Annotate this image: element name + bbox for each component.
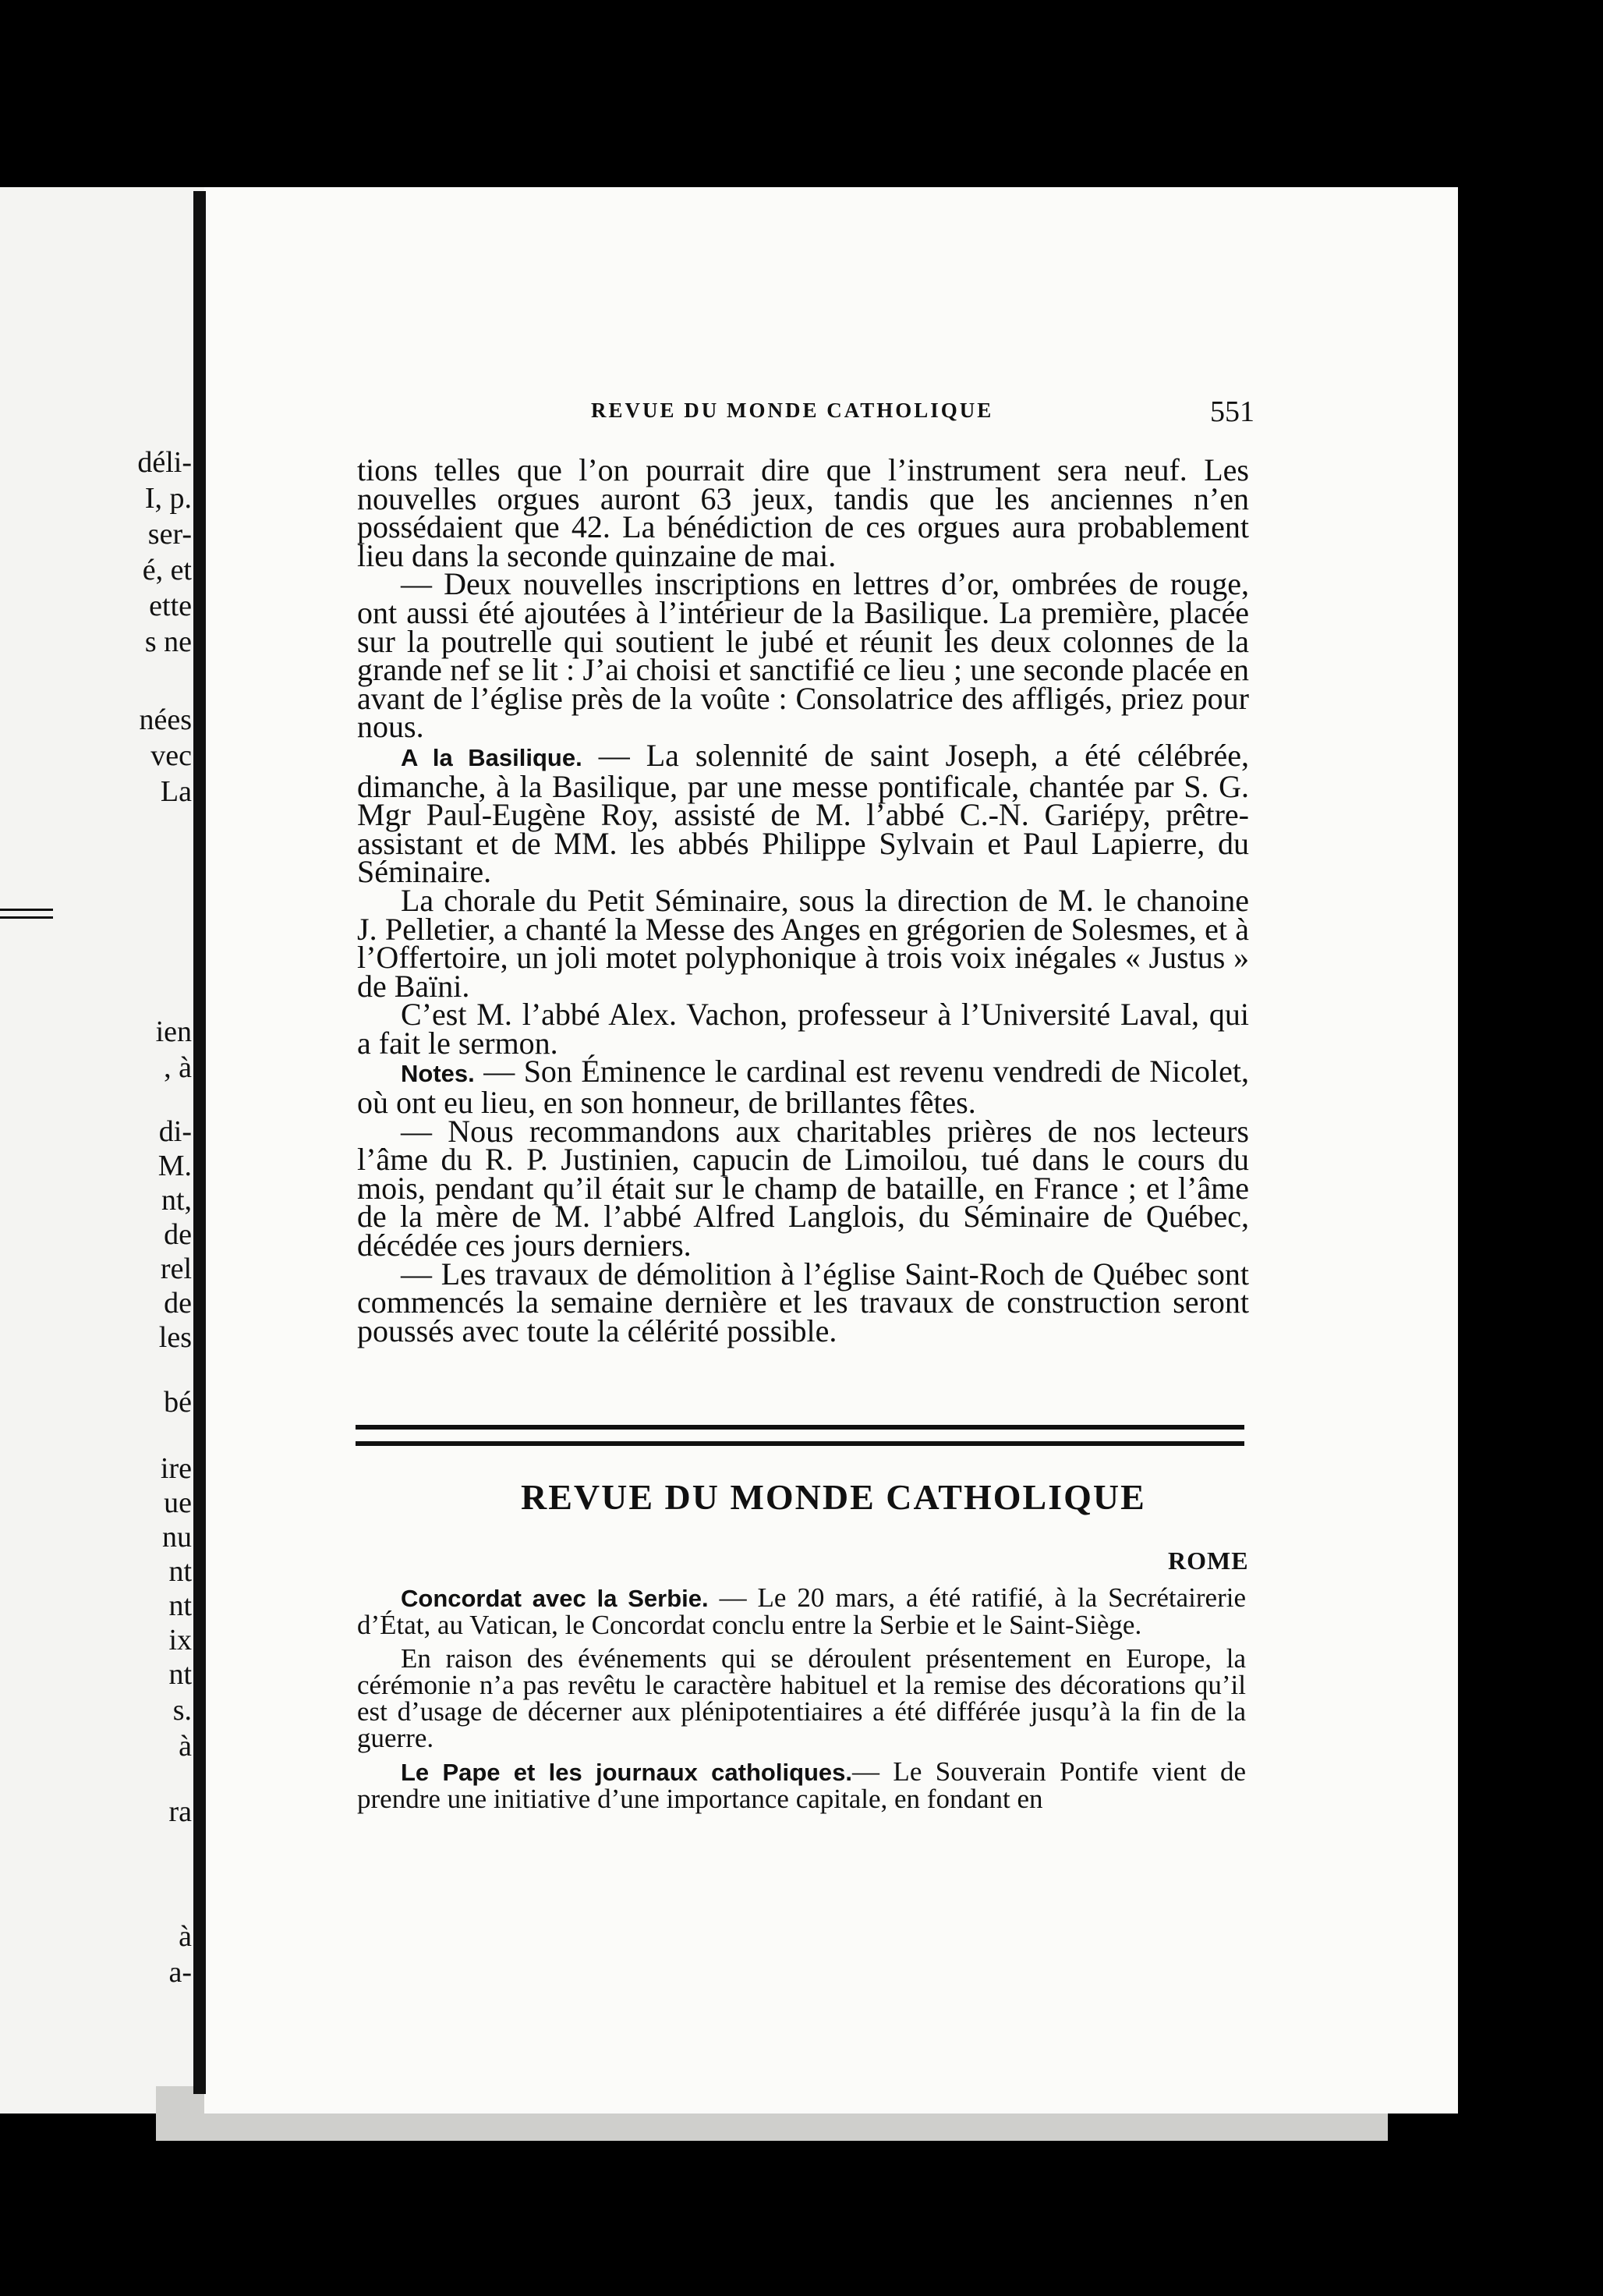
left-fragment: ette	[149, 590, 192, 622]
left-fragment: les	[158, 1321, 192, 1354]
paragraph	[357, 1756, 1246, 1815]
left-fragment: vec	[150, 739, 192, 772]
left-fragment: ien	[155, 1015, 192, 1048]
paragraph	[357, 1054, 1249, 1121]
left-fragment: M.	[157, 1150, 192, 1182]
paragraph: — Deux nouvelles inscriptions en lettres d’or, ombrées de rouge, ont aussi été ajoutées à l’intérieur de la Basilique. La première, placée sur la poutrelle qui soutient le jubé et réunit les deux colonnes de la grande nef se lit : J’ai choisi et sanctifié ce lieu ; une seconde placée en avant de l’église près de la voûte : Consolatrice des affligés, priez pour nous.	[357, 566, 1249, 745]
left-fragment: de	[164, 1287, 192, 1320]
left-fragment: ser-	[147, 518, 192, 551]
left-rule	[0, 916, 53, 919]
paragraph: C’est M. l’abbé Alex. Vachon, professeur à l’Université Laval, qui a fait le sermon.	[357, 997, 1249, 1061]
left-fragment: nt	[168, 1658, 192, 1691]
left-fragment: ue	[164, 1486, 192, 1519]
paragraph-text: — Le 20 mars, a été ratifié, à la Secrétairerie d’État, au Vatican, le Concordat conclu entre la Serbie et le Saint-Siège.	[357, 1582, 1246, 1641]
paragraph-text: — La solennité de saint Joseph, a été célébrée, dimanche, à la Basilique, par une messe pontificale, chantée par S. G. Mgr Paul-Eugène Roy, assisté de M. l’abbé C.-N. Gariépy, prêtre-assistant et de MM. les abbés Philippe Sylvain et Paul Lapierre, du Séminaire.	[357, 737, 1249, 890]
paragraph: En raison des événements qui se déroulent présentement en Europe, la cérémonie n’a pas revêtu le caractère habituel et la remise des décorations qu’il est d’usage de décerner aux plénipotentiaires a été différée jusqu’à la fin de la guerre.	[357, 1642, 1246, 1754]
rubric-heading: A la Basilique.	[401, 743, 582, 771]
paragraph	[357, 737, 1249, 890]
left-fragment: s ne	[144, 625, 192, 658]
left-fragment: bé	[164, 1386, 192, 1419]
left-fragment: La	[160, 775, 192, 808]
section-rule	[356, 1425, 1244, 1430]
left-fragment: nt	[168, 1589, 192, 1622]
page-number: 551	[1210, 395, 1254, 428]
left-fragment: nées	[139, 703, 192, 736]
subsection-title: ROME	[1168, 1547, 1249, 1575]
paragraph	[357, 1582, 1246, 1641]
left-fragment: ra	[168, 1795, 192, 1828]
left-fragment: ix	[168, 1624, 192, 1656]
left-fragment: rel	[160, 1253, 192, 1285]
paragraph: tions telles que l’on pourrait dire que l’instrument sera neuf. Les nouvelles orgues auront 63 jeux, tandis que les anciennes n’en possédaient que 42. La bénédiction de ces orgues aura probablement lieu dans la seconde quinzaine de mai.	[357, 452, 1249, 573]
paragraph-text: — Son Éminence le cardinal est revenu vendredi de Nicolet, où ont eu lieu, en son honneur, de brillantes fêtes.	[357, 1054, 1249, 1121]
left-fragment: à	[179, 1730, 192, 1763]
left-fragment: I, p.	[144, 482, 192, 515]
paragraph: — Nous recommandons aux charitables prières de nos lecteurs l’âme du R. P. Justinien, capucin de Limoilou, tué dans le cours du mois, pendant qu’il était sur le champ de bataille, en France ; et l’âme de la mère de M. l’abbé Alfred Langlois, du Séminaire de Québec, décédée ces jours derniers.	[357, 1113, 1249, 1263]
left-fragment: , à	[164, 1051, 192, 1084]
left-fragment: é, et	[142, 554, 192, 586]
left-fragment: nu	[162, 1521, 192, 1554]
paragraph-text: — Le Souverain Pontife vient de prendre une initiative d’une importance capitale, en fondant en	[357, 1756, 1246, 1815]
left-fragment: a-	[168, 1956, 192, 1989]
article-body-2	[357, 1582, 1246, 1819]
rubric-heading: Le Pape et les journaux catholiques.	[401, 1758, 853, 1786]
article-body	[357, 452, 1249, 1348]
left-fragment: di-	[158, 1115, 192, 1148]
paragraph: La chorale du Petit Séminaire, sous la direction de M. le chanoine J. Pelletier, a chanté la Messe des Anges en grégorien de Solesmes, et à l’Offertoire, un joli motet polyphonique à trois voix inégales « Justus » de Baïni.	[357, 882, 1249, 1004]
rubric-heading: Notes.	[401, 1060, 475, 1088]
left-fragment: nt,	[161, 1184, 192, 1217]
left-fragment: déli-	[137, 446, 192, 479]
previous-page	[0, 187, 204, 2114]
left-fragment: nt	[168, 1555, 192, 1588]
left-fragment: ire	[160, 1452, 192, 1485]
paragraph: — Les travaux de démolition à l’église Saint-Roch de Québec sont commencés la semaine dernière et les travaux de construction seront poussés avec toute la célérité possible.	[357, 1256, 1249, 1348]
left-rule	[0, 909, 53, 911]
left-fragment: à	[179, 1920, 192, 1953]
section-rule	[356, 1441, 1244, 1446]
left-fragment: s.	[172, 1694, 192, 1727]
book-spine	[193, 191, 206, 2094]
section-title: REVUE DU MONDE CATHOLIQUE	[521, 1477, 1146, 1517]
running-head: REVUE DU MONDE CATHOLIQUE	[591, 399, 994, 422]
rubric-heading: Concordat avec la Serbie.	[401, 1585, 709, 1612]
left-fragment: de	[164, 1218, 192, 1251]
